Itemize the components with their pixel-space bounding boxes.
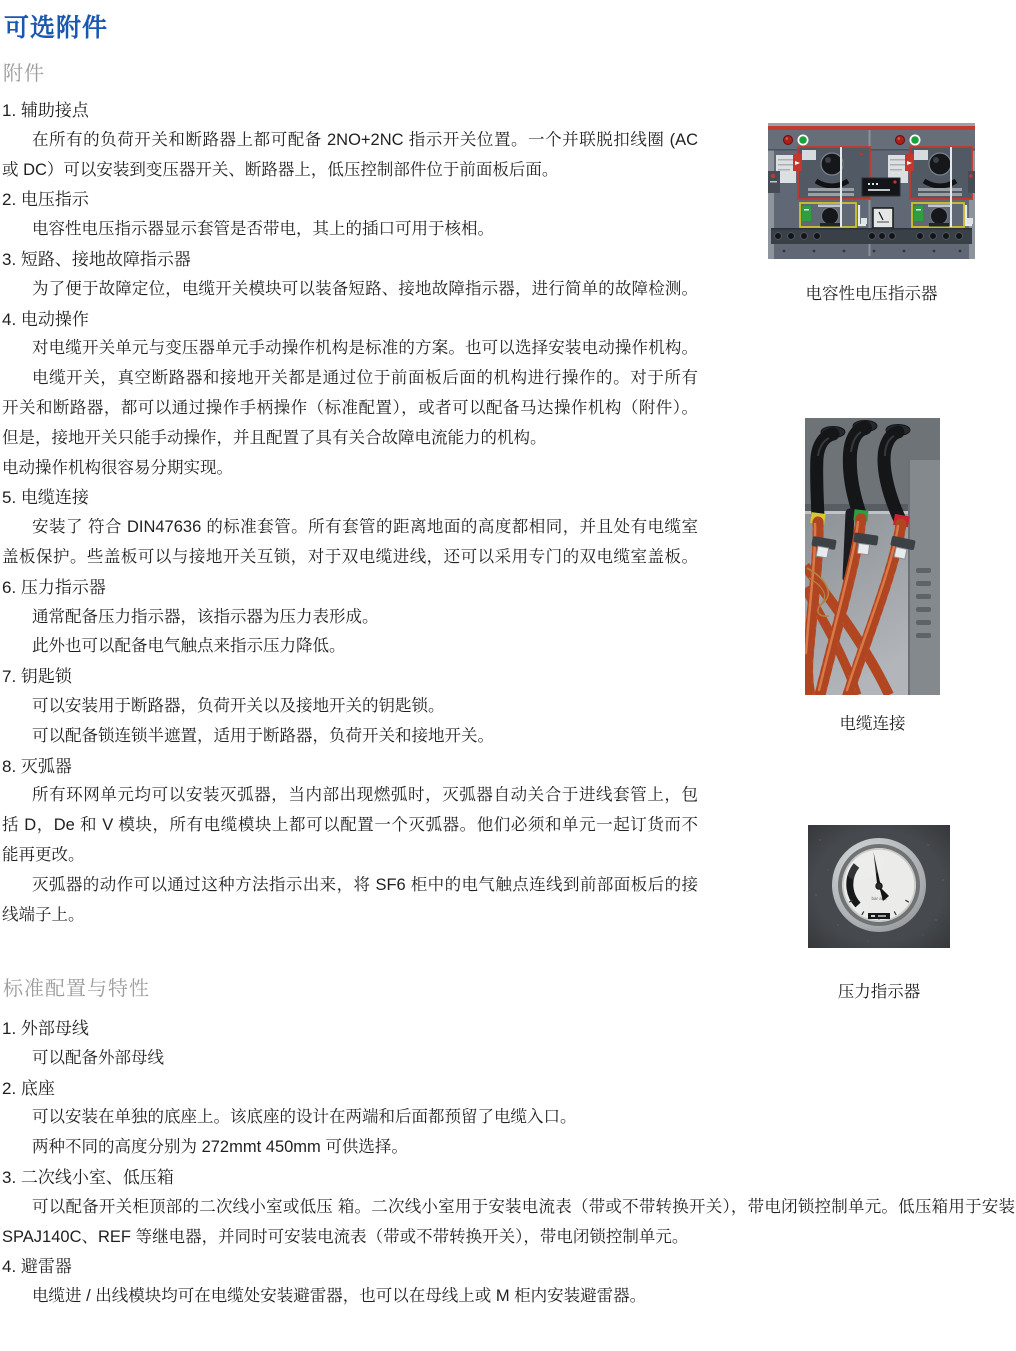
text-line: 5. 电缆连接 — [2, 488, 89, 508]
text-line: 所有环网单元均可以安装灭弧器，当内部出现燃弧时，灭弧器自动关合于进线套管上，包 — [32, 786, 698, 805]
pressure-gauge-illustration — [808, 825, 950, 948]
text-line: SPAJ140C、REF 等继电器，并同时可安装电流表（带或不带转换开关），带电闭锁控制单元。 — [2, 1227, 689, 1246]
text-line: 两种不同的高度分别为 272mmt 450mm 可供选择。 — [32, 1138, 408, 1157]
text-line: 电缆开关，真空断路器和接地开关都是通过位于前面板后面的机构进行操作的。对于所有 — [32, 369, 698, 388]
text-line: 但是，接地开关只能手动操作，并且配置了具有关合故障电流能力的机构。 — [2, 428, 547, 447]
text-line: 4. 避雷器 — [2, 1257, 72, 1277]
text-line: 8. 灭弧器 — [2, 756, 72, 776]
cable-connection-photo — [805, 418, 940, 695]
text-line: 2. 底座 — [2, 1078, 55, 1098]
pressure-gauge-photo — [808, 825, 950, 948]
text-line: 2. 电压指示 — [2, 190, 89, 210]
switchgear-panel-illustration — [768, 123, 975, 259]
text-line: 可以配备外部母线 — [32, 1048, 164, 1067]
text-line: 开关和断路器，都可以通过操作手柄操作（标准配置），或者可以配备马达操作机构（附件）。 — [2, 398, 698, 417]
page-title: 可选附件 — [4, 14, 109, 42]
text-line: 1. 外部母线 — [2, 1019, 89, 1038]
cable-connection-illustration — [805, 418, 940, 695]
text-line: 线端子上。 — [2, 905, 85, 924]
text-line: 灭弧器的动作可以通过这种方法指示出来，将 SF6 柜中的电气触点连线到前部面板后的接 — [32, 875, 698, 894]
text-line: 6. 压力指示器 — [2, 577, 106, 597]
text-line: 括 D，De 和 V 模块，所有电缆模块上都可以配置一个灭弧器。他们必须和单元一起订货而不 — [2, 816, 698, 835]
figure-caption-cable-connection: 电缆连接 — [839, 715, 906, 733]
text-line: 7. 钥匙锁 — [2, 667, 72, 687]
text-line: 能再更改。 — [2, 845, 85, 864]
accessories-section-heading: 附件 — [3, 63, 45, 85]
figure-caption-pressure-indicator: 压力指示器 — [837, 983, 921, 1001]
standard-section-heading: 标准配置与特性 — [3, 978, 150, 1000]
text-line: 可以配备锁连锁半遮置，适用于断路器，负荷开关和接地开关。 — [32, 726, 494, 745]
text-line: 电动操作机构很容易分期实现。 — [2, 458, 233, 477]
text-line: 安装了 符合 DIN47636 的标准套管。所有套管的距离地面的高度都相同，并且处有电缆室 — [32, 518, 698, 537]
text-line: 3. 短路、接地故障指示器 — [2, 249, 191, 269]
text-line: 此外也可以配备电气触点来指示压力降低。 — [32, 637, 346, 656]
figure-caption-voltage-indicator: 电容性电压指示器 — [805, 285, 938, 303]
text-line: 在所有的负荷开关和断路器上都可配备 2NO+2NC 指示开关位置。一个并联脱扣线圈 (AC — [32, 130, 698, 149]
text-line: 1. 辅助接点 — [2, 101, 89, 120]
text-line: 3. 二次线小室、低压箱 — [2, 1167, 174, 1187]
accessories-text-block — [2, 96, 698, 930]
text-line: 可以安装用于断路器，负荷开关以及接地开关的钥匙锁。 — [32, 696, 445, 715]
text-line: 4. 电动操作 — [2, 309, 89, 329]
text-line: 通常配备压力指示器，该指示器为压力表形成。 — [32, 607, 379, 626]
text-line: 盖板保护。些盖板可以与接地开关互锁，对于双电缆进线，还可以采用专门的双电缆室盖板。 — [2, 547, 698, 566]
text-line: 为了便于故障定位，电缆开关模块可以装备短路、接地故障指示器，进行简单的故障检测。 — [32, 279, 698, 298]
text-line: 对电缆开关单元与变压器单元手动操作机构是标准的方案。也可以选择安装电动操作机构。 — [32, 339, 698, 358]
text-line: 可以安装在单独的底座上。该底座的设计在两端和后面都预留了电缆入口。 — [32, 1108, 577, 1127]
text-line: 或 DC）可以安装到变压器开关、断路器上，低压控制部件位于前面板后面。 — [2, 160, 559, 179]
text-line: 电缆进 / 出线模块均可在电缆处安装避雷器，也可以在母线上或 M 柜内安装避雷器。 — [32, 1287, 647, 1306]
switchgear-panel-photo — [768, 123, 975, 259]
text-line: 可以配备开关柜顶部的二次线小室或低压 箱。二次线小室用于安装电流表（带或不带转换开关），带电闭锁控制单元。低压箱用于安装 — [32, 1197, 1015, 1216]
standard-text-block — [2, 1014, 1015, 1312]
text-line: 电容性电压指示器显示套管是否带电，其上的插口可用于核相。 — [32, 220, 494, 239]
